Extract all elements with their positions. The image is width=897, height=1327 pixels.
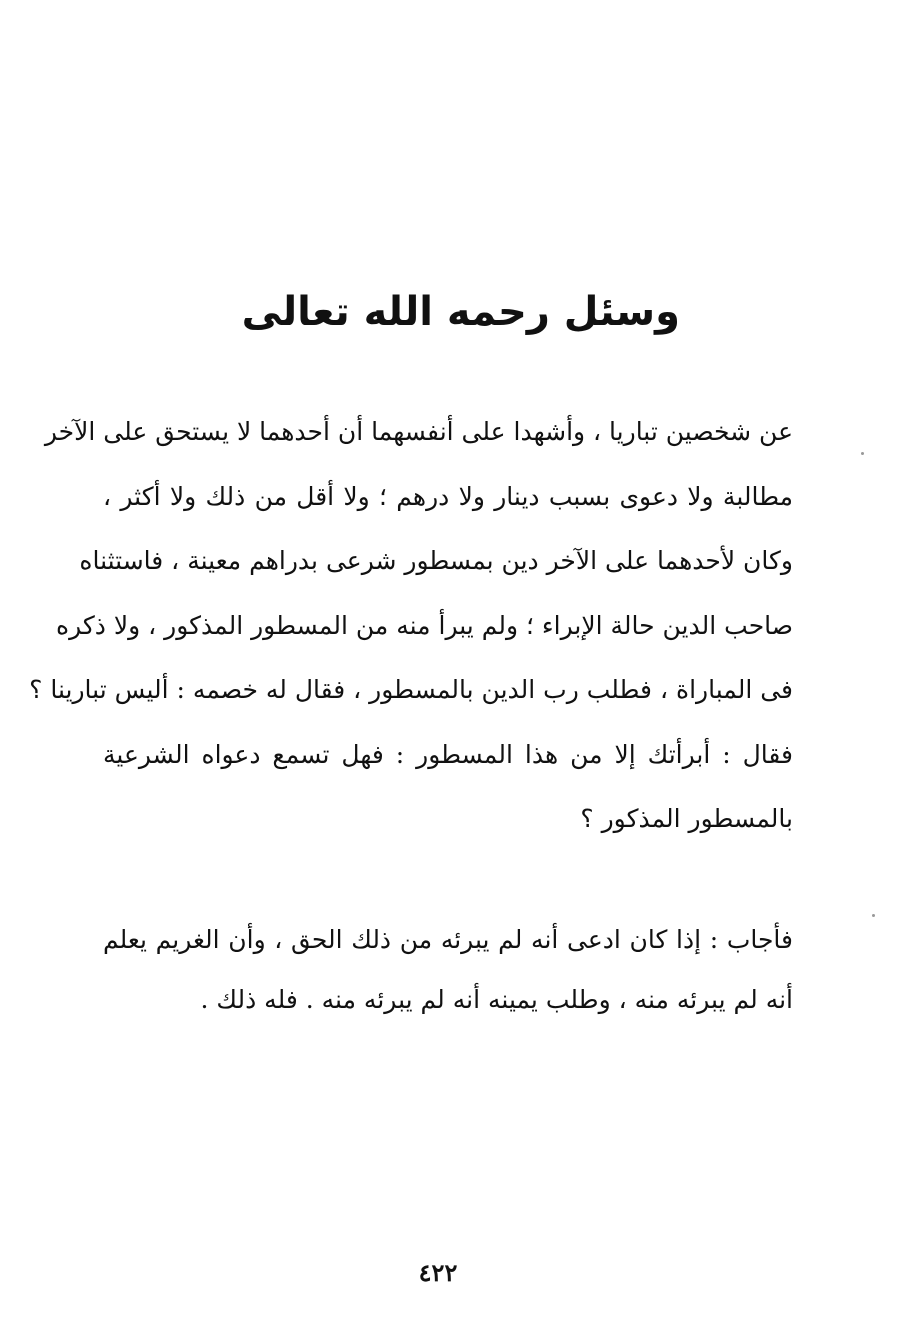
- question-line: فى المباراة ، فطلب رب الدين بالمسطور ، فقال له خصمه : أليس تبارينا ؟: [29, 675, 793, 704]
- question-line: صاحب الدين حالة الإبراء ؛ ولم يبرأ منه من المسطور المذكور ، ولا ذكره: [55, 610, 793, 640]
- paper-speck: [861, 452, 864, 455]
- answer-line: أنه لم يبرئه منه ، وطلب يمينه أنه لم يبرئه منه . فله ذلك .: [200, 985, 793, 1014]
- answer-paragraph: [103, 910, 793, 1030]
- section-heading: وسئل رحمه الله تعالى: [241, 289, 680, 335]
- answer-line: فأجاب : إذا كان ادعى أنه لم يبرئه من ذلك الحق ، وأن الغريم يعلم: [103, 925, 793, 954]
- question-line: وكان لأحدهما على الآخر دين بمسطور شرعى بدراهم معينة ، فاستثناه: [79, 546, 793, 575]
- question-line: عن شخصين تباريا ، وأشهدا على أنفسهما أن أحدهما لا يستحق على الآخر: [44, 417, 793, 446]
- question-line: مطالبة ولا دعوى بسبب دينار ولا درهم ؛ ولا أقل من ذلك ولا أكثر ،: [103, 481, 793, 511]
- question-paragraph: [29, 400, 793, 852]
- page-number: ٤٢٢: [418, 1258, 458, 1287]
- question-line: بالمسطور المذكور ؟: [580, 804, 793, 833]
- paper-speck: [872, 914, 875, 917]
- question-line: فقال : أبرأتك إلا من هذا المسطور : فهل تسمع دعواه الشرعية: [103, 739, 793, 769]
